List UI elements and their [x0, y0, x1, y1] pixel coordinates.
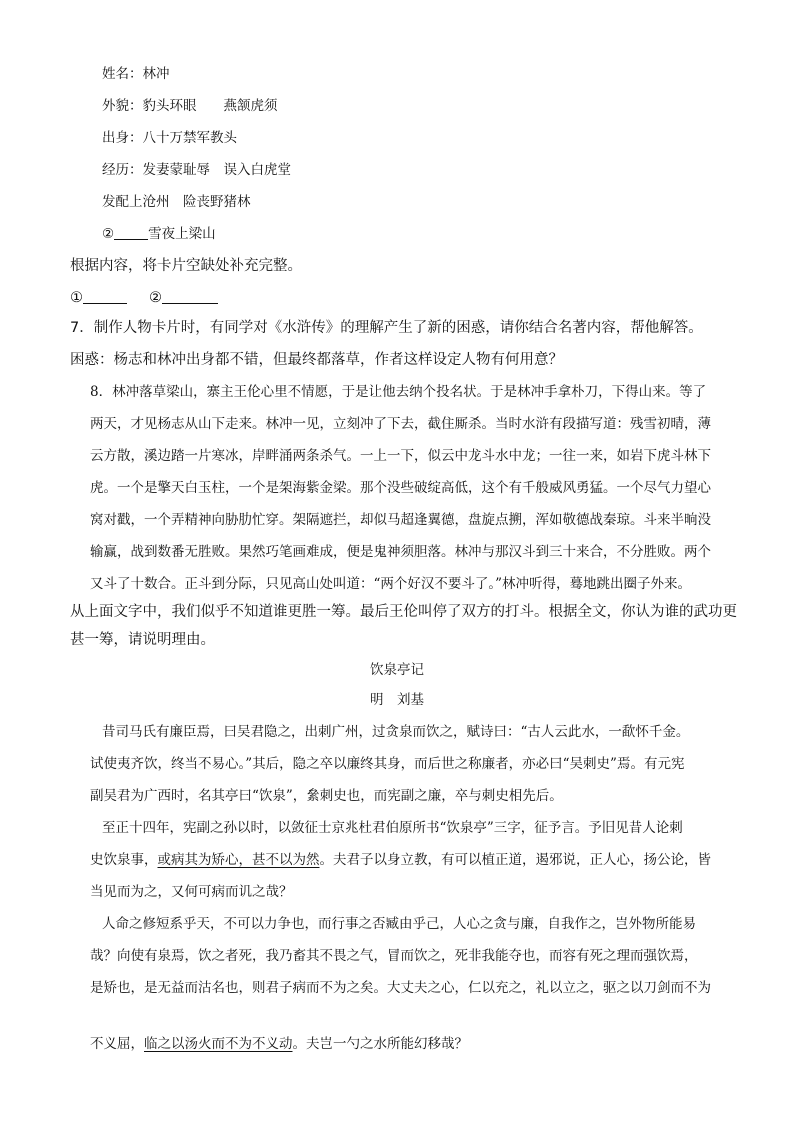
q8-passage-line: 窝对戳，一个弄精神向胁肋忙穿。架隔遮拦，却似马超逢翼德，盘旋点搠，浑如敬德战秦琼。斗来半晌没 [90, 512, 711, 528]
essay-p3-last-line [90, 1034, 468, 1054]
q8-passage-line: 云方散，溪边踏一片寒冰，岸畔涌两条杀气。一上一下，似云中龙斗水中龙；一往一来，如岩下虎斗林下 [90, 448, 711, 464]
card-item-2-blank[interactable] [114, 225, 148, 240]
essay-p2-line-2 [90, 850, 711, 870]
q8-passage-line: 8．林冲落草梁山，寨主王伦心里不情愿，于是让他去纳个投名状。于是林冲手拿朴刀，下得山来。等了 [90, 384, 707, 400]
card-item-2-mark: ② [102, 226, 115, 242]
card-item-2 [102, 224, 216, 244]
q8-question-line-2: 甚一筹，请说明理由。 [70, 632, 215, 648]
q8-passage-line: 两天，才见杨志从山下走来。林冲一见，立刻冲了下去，截住厮杀。当时水浒有段描写道：残雪初晴，薄 [90, 416, 711, 432]
card-experience: 经历：发妻蒙耻辱 误入白虎堂 [102, 162, 291, 178]
essay-p3-line: 哉？向使有泉焉，饮之者死，我乃畜其不畏之气，冒而饮之，死非我能夺也，而容有死之理而强饮焉， [90, 948, 698, 964]
essay-author: 明 刘基 [370, 692, 424, 708]
q8-question-line-1: 从上面文字中，我们似乎不知道谁更胜一筹。最后王伦叫停了双方的打斗。根据全文，你认为谁的武功更 [70, 604, 737, 620]
q8-passage-line: 输赢，战到数番无胜败。果然巧笔画难成，便是鬼神须胆落。林冲与那汉斗到三十来合，不分胜败。两个 [90, 544, 711, 560]
q6-blank-2[interactable] [162, 289, 218, 304]
card-appearance: 外貌：豹头环眼 燕颔虎须 [102, 98, 278, 114]
card-name: 姓名：林冲 [102, 66, 170, 82]
essay-p2-line-2-end: 。夫君子以身立教，有可以植正道，遏邪说，正人心，扬公论，皆 [319, 852, 711, 868]
essay-p1-line: 副吴君为广西时，名其亭曰“饮泉”，絫刺史也，而宪副之廉，卒与刺史相先后。 [90, 788, 563, 804]
q6-blank-1[interactable] [83, 289, 127, 304]
q7-question: 困惑：杨志和林冲出身都不错，但最终都落草，作者这样设定人物有何用意？ [70, 352, 563, 368]
q6-instruction: 根据内容，将卡片空缺处补充完整。 [70, 258, 302, 274]
essay-p2-line-2-start: 史饮泉事， [90, 852, 158, 868]
card-origin: 出身：八十万禁军教头 [102, 130, 237, 146]
q8-passage-line: 又斗了十数合。正斗到分际，只见高山处叫道：“两个好汉不要斗了。”林冲听得，蓦地跳出圈子外来。 [90, 576, 692, 592]
card-experience-2: 发配上沧州 险丧野猪林 [102, 194, 251, 210]
essay-p1-line: 昔司马氏有廉臣焉，曰吴君隐之，出刺广州，过贪泉而饮之，赋诗曰：“古人云此水，一歃怀千金。 [102, 724, 690, 740]
q6-answer-blanks [70, 288, 218, 308]
q6-blank-1-mark: ① [70, 290, 83, 306]
essay-p2-line-1: 至正十四年，宪副之孙以时，以敛征士京兆杜君伯原所书“饮泉亭”三字，征予言。予旧见昔人论刺 [102, 820, 683, 836]
essay-p3-last-line-end: 。夫岂一勺之水所能幻移哉？ [292, 1036, 468, 1052]
q8-passage-line: 虎。一个是擎天白玉柱，一个是架海紫金梁。那个没些破绽高低，这个有千般威风勇猛。一个尽气力望心 [90, 480, 711, 496]
essay-p3-last-line-start: 不义屈， [90, 1036, 144, 1052]
essay-p1-line: 试使夷齐饮，终当不易心。”其后，隐之卒以廉终其身，而后世之称廉者，亦必曰“吴刺史”焉。有元宪 [90, 756, 685, 772]
card-item-2-text: 雪夜上梁山 [148, 226, 216, 242]
q7-prompt: 7．制作人物卡片时，有同学对《水浒传》的理解产生了新的困惑，请你结合名著内容，帮他解答。 [70, 320, 703, 336]
essay-underlined-phrase-2: 临之以汤火而不为不义动 [144, 1036, 293, 1052]
essay-p2-line-3: 当见而为之，又何可病而讥之哉？ [90, 884, 293, 900]
q6-blank-2-mark: ② [149, 290, 162, 306]
essay-p3-line: 是矫也，是无益而沽名也，则君子病而不为之矣。大丈夫之心，仁以充之，礼以立之，驱之以刀剑而不为 [90, 980, 711, 996]
essay-p3-line: 人命之修短系乎天，不可以力争也，而行事之否臧由乎己，人心之贪与廉，自我作之，岂外物所能易 [102, 916, 696, 932]
essay-underlined-phrase-1: 或病其为矫心，甚不以为然 [157, 852, 320, 868]
essay-title: 饮泉亭记 [370, 662, 424, 678]
